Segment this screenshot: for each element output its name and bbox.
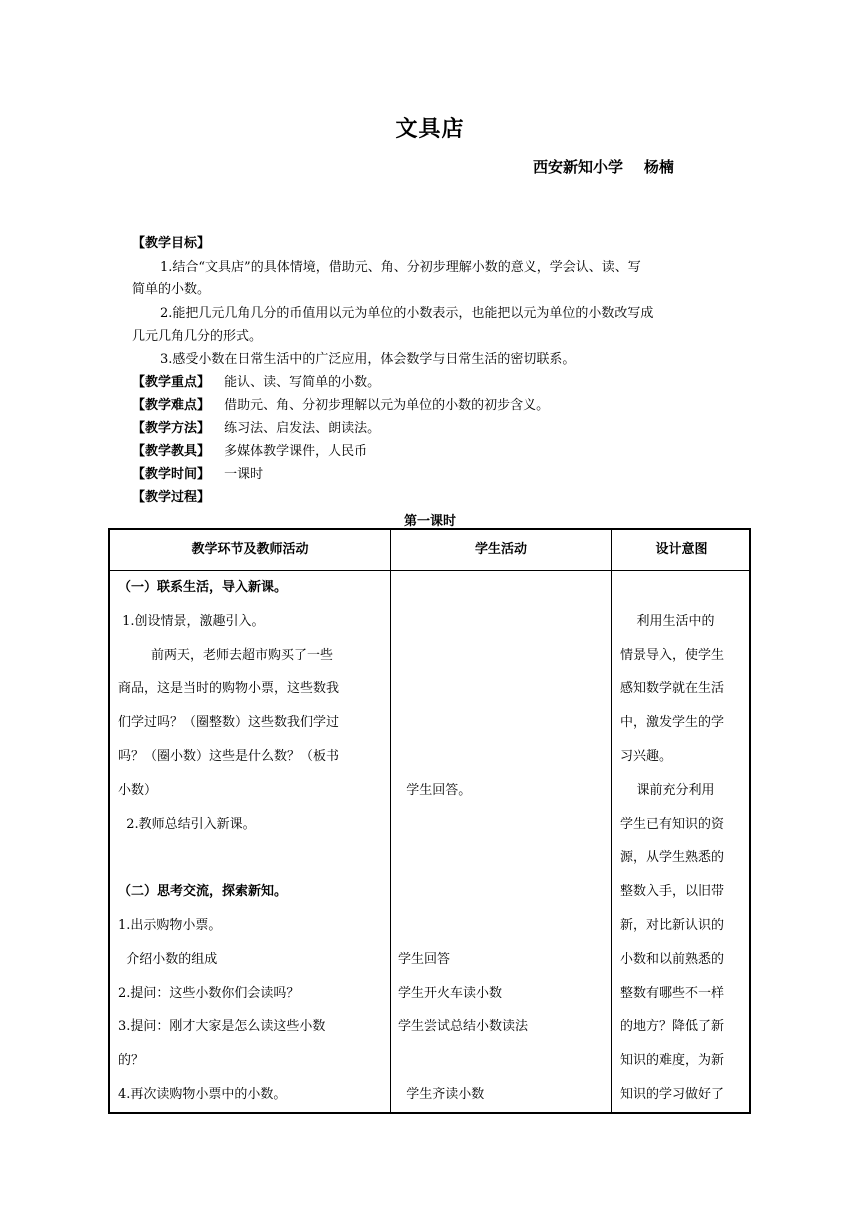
difficulty-label: 【教学难点】 [132,398,211,413]
header-design-intent: 设计意图 [655,542,708,557]
objective-3: 3.感受小数在日常生活中的广泛应用，体会数学与日常生活的密切联系。 [160,352,576,367]
objective-2-line-2: 几元几角几分的形式。 [132,329,263,344]
objectives-heading: 【教学目标】 [132,236,211,251]
student-line: 学生回答 [398,951,451,967]
teacher-line: （一）联系生活，导入新课。 [118,580,288,595]
methods-label: 【教学方法】 [132,421,211,436]
design-line: 课前充分利用 [620,782,715,798]
teacher-line: 吗？（圈小数）这些是什么数？（板书 [118,749,340,764]
difficulty-value: 借助元、角、分初步理解以元为单位的小数的初步含义。 [224,398,550,413]
teacher-line: 前两天，老师去超市购买了一些 [118,647,334,663]
methods-row [132,417,380,436]
teacher-line: 1.创设情景，激趣引入。 [118,613,265,629]
design-line: 源，从学生熟悉的 [620,850,725,866]
teacher-line: 们学过吗？（圈整数）这些数我们学过 [118,715,340,731]
methods-value: 练习法、启发法、朗读法。 [224,421,381,436]
header-student-activity: 学生活动 [474,542,527,557]
teacher-line: 小数） [118,782,158,798]
design-line: 新，对比新认识的 [620,918,725,933]
design-line: 感知数学就在生活 [620,681,725,697]
process-heading: 【教学过程】 [132,490,211,505]
design-line: 利用生活中的 [620,613,715,629]
teacher-line: 3.提问：刚才大家是怎么读这些小数 [118,1019,326,1035]
time-label: 【教学时间】 [132,467,211,482]
lesson-title: 第一课时 [403,514,456,529]
design-line: 中，激发学生的学 [620,715,725,731]
objective-1-line-2: 简单的小数。 [132,282,211,297]
student-line: 学生开火车读小数 [398,985,503,1001]
header-divider [110,570,749,571]
teacher-line: 4.再次读购物小票中的小数。 [118,1087,287,1102]
teacher-line: 2.提问：这些小数你们会读吗？ [118,985,300,1001]
design-line: 的地方？降低了新 [620,1019,725,1035]
document-title: 文具店 [395,117,465,142]
header-teacher-activity: 教学环节及教师活动 [191,542,309,557]
column-divider [611,530,612,1112]
tools-label: 【教学教具】 [132,444,211,459]
design-line: 知识的难度，为新 [620,1053,725,1069]
design-line: 整数有哪些不一样 [620,985,725,1001]
tools-value: 多媒体教学课件，人民币 [224,444,368,459]
student-line: 学生回答。 [398,782,472,798]
tools-row [132,440,367,459]
design-line: 学生已有知识的资 [620,816,725,832]
key-points-label: 【教学重点】 [132,375,211,390]
teacher-line: 商品，这是当时的购物小票，这些数我 [118,681,340,697]
student-line: 学生尝试总结小数读法 [398,1019,529,1035]
time-value: 一课时 [224,467,264,482]
time-row [132,463,263,482]
objective-1-line-1: 1.结合“文具店”的具体情境，借助元、角、分初步理解小数的意义，学会认、读、写 [160,260,641,275]
difficulty-row [132,394,549,413]
design-line: 知识的学习做好了 [620,1087,725,1102]
column-divider [390,530,391,1112]
design-line: 情景导入，使学生 [620,647,725,663]
key-points-row [132,371,380,390]
key-points-value: 能认、读、写简单的小数。 [224,375,381,390]
objective-2-line-1: 2.能把几元几角几分的币值用以元为单位的小数表示，也能把以元为单位的小数改写成 [160,306,654,321]
student-line: 学生齐读小数 [398,1087,485,1102]
teacher-line: 2.教师总结引入新课。 [118,816,256,832]
design-line: 整数入手，以旧带 [620,884,725,900]
design-line: 小数和以前熟悉的 [620,951,725,967]
teacher-line: 的？ [118,1053,145,1069]
author-line: 西安新知小学 杨楠 [533,158,674,176]
design-line: 习兴趣。 [620,749,673,764]
lesson-table [108,528,751,1114]
teacher-line: 1.出示购物小票。 [118,918,222,933]
teacher-line: 介绍小数的组成 [118,951,218,967]
teacher-line: （二）思考交流，探索新知。 [118,884,288,900]
